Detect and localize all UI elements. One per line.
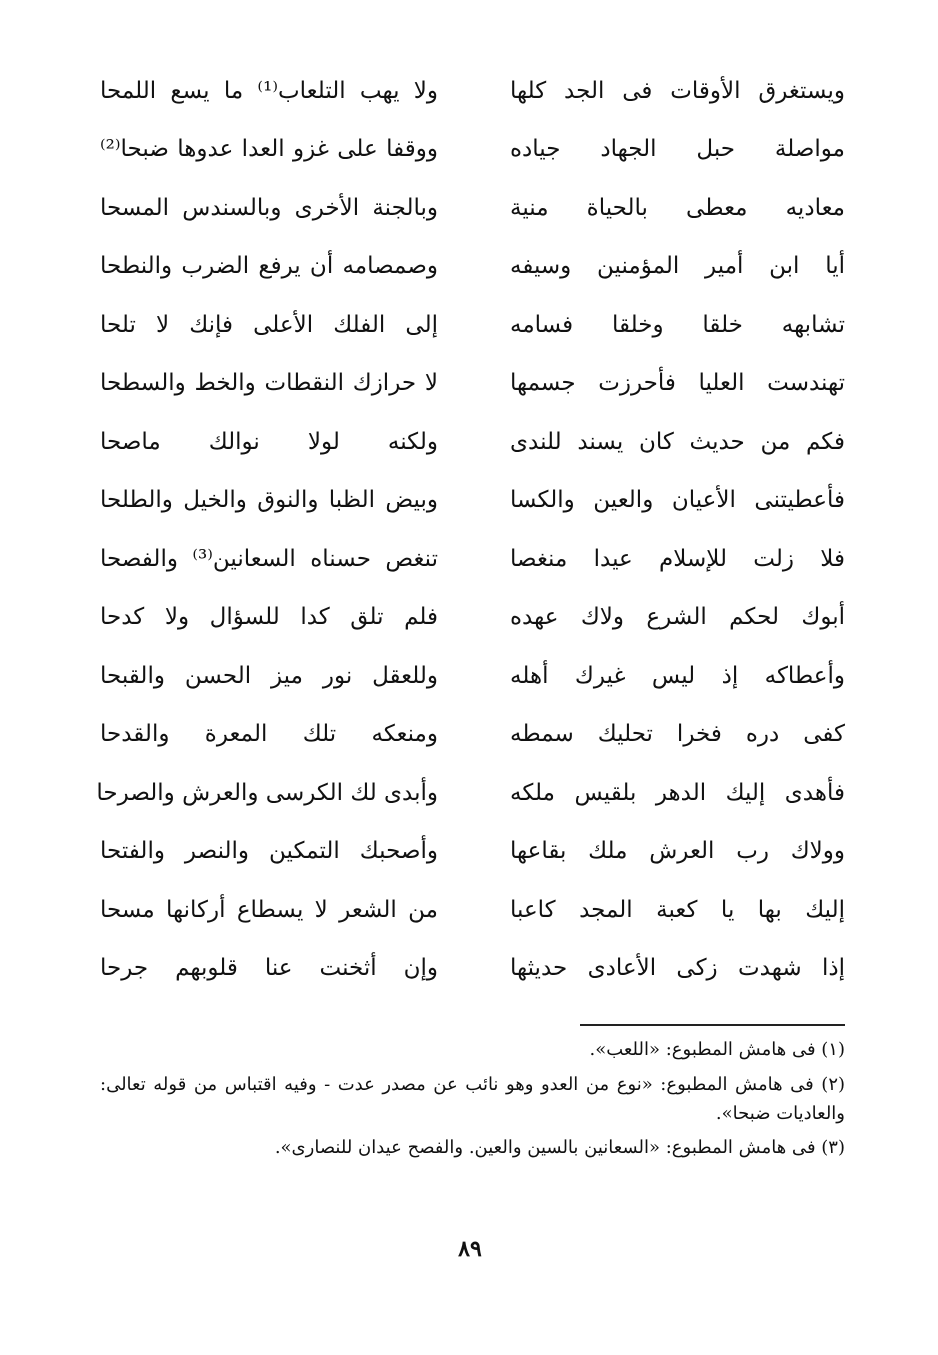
poem-couplet: [100, 121, 845, 180]
right-hemistich: إليك بها يا كعبة المجد كاعبا: [510, 896, 845, 923]
right-hemistich: مواصلة حبل الجهاد جياده: [510, 136, 845, 163]
poem-couplet: [100, 589, 845, 648]
left-hemistich: وإن أثخنت عنا قلوبهم جرحا: [100, 955, 438, 982]
poem-couplet: [100, 530, 845, 589]
left-hemistich: تنغص حسناه السعانين⁽³⁾ والفصحا: [100, 545, 438, 572]
footnote-2: (٢) فى هامش المطبوع: «نوع من العدو وهو نائب عن مصدر عدت - وفيه اقتباس من قوله تعالى: والعاديات ضبحا».: [100, 1073, 846, 1124]
right-hemistich: وأعطاكه إذ ليس غيرك أهله: [510, 662, 845, 689]
footnote-1: (١) فى هامش المطبوع: «اللعب».: [589, 1039, 845, 1060]
poem-couplet: [100, 296, 845, 355]
right-hemistich: وولاك رب العرش ملك بقاعها: [510, 838, 845, 865]
poem-couplet: [100, 881, 845, 940]
left-hemistich: وأصحبك التمكين والنصر والفتحا: [100, 838, 438, 865]
poem-couplet: [100, 472, 845, 531]
page-number: ٨٩: [458, 1236, 482, 1262]
right-hemistich: معاديه معطى بالحياة منية: [510, 194, 845, 221]
poem: [96, 62, 845, 998]
poem-couplet: [100, 823, 845, 882]
footnotes: [100, 1036, 845, 1169]
right-hemistich: فلا زلت للإسلام عيدا منغصا: [510, 545, 845, 572]
poem-couplet: [100, 940, 845, 999]
left-hemistich: وبالجنة الأخرى وبالسندس المسحا: [100, 194, 438, 221]
right-hemistich: أيا ابن أمير المؤمنين وسيفه: [510, 253, 845, 280]
right-hemistich: تشابهه خلقا وخلقا فسامه: [510, 311, 845, 338]
left-hemistich: وصمصامه أن يرفع الضرب والنطحا: [100, 253, 438, 280]
right-hemistich: تهندست العليا فأحرزت جسمها: [510, 370, 845, 397]
poem-couplet: [100, 413, 845, 472]
right-hemistich: فأعطيتنى الأعيان والعين والكسا: [510, 487, 845, 514]
right-hemistich: فكم من حديث كان يسند للندى: [510, 428, 845, 455]
poem-couplet: [100, 179, 845, 238]
poem-couplet: [100, 238, 845, 297]
left-hemistich: إلى الفلك الأعلى فإنك لا تلحا: [100, 311, 438, 338]
poem-couplet: [100, 706, 845, 765]
footnote-3: (٣) فى هامش المطبوع: «السعانين بالسين والعين. والفصح عيدان للنصارى».: [274, 1137, 845, 1159]
poem-couplet: [100, 647, 845, 706]
left-hemistich: من الشعر لا يسطاع أركانها مسحا: [100, 896, 438, 923]
poem-couplet: [96, 764, 845, 823]
right-hemistich: ويستغرق الأوقات فى الجد كلها: [510, 77, 845, 104]
left-hemistich: ولا يهب التلعاب⁽¹⁾ ما يسع اللمحا: [100, 77, 438, 104]
left-hemistich: فلم تلق كدا للسؤال ولا كدحا: [100, 604, 438, 631]
left-hemistich: ووقفا على غزو العدا عدوها ضبحا⁽²⁾: [100, 136, 438, 163]
poem-couplet: [100, 62, 845, 121]
left-hemistich: ومنعكه تلك المعرة والقدحا: [100, 721, 438, 748]
left-hemistich: وأبدى لك الكرسى والعرش والصرحا: [96, 779, 438, 806]
right-hemistich: كفى دره فخرا تحليك سمطه: [510, 721, 845, 748]
left-hemistich: لا حرازك النقطات والخط والسطحا: [100, 370, 438, 397]
right-hemistich: إذا شهدت زكى الأعادى حديثها: [510, 955, 845, 982]
right-hemistich: أبوك لحكم الشرع ولاك عهده: [510, 604, 845, 631]
left-hemistich: وبيض الظبا والنوق والخيل والطلحا: [100, 487, 438, 514]
footnote-separator: [580, 1024, 845, 1026]
left-hemistich: وللعقل نور ميز الحسن والقبحا: [100, 662, 438, 689]
poem-couplet: [100, 355, 845, 414]
right-hemistich: فأهدى إليك الدهر بلقيس ملكه: [510, 779, 845, 806]
left-hemistich: ولكنه لولا نوالك ماصحا: [100, 428, 438, 455]
